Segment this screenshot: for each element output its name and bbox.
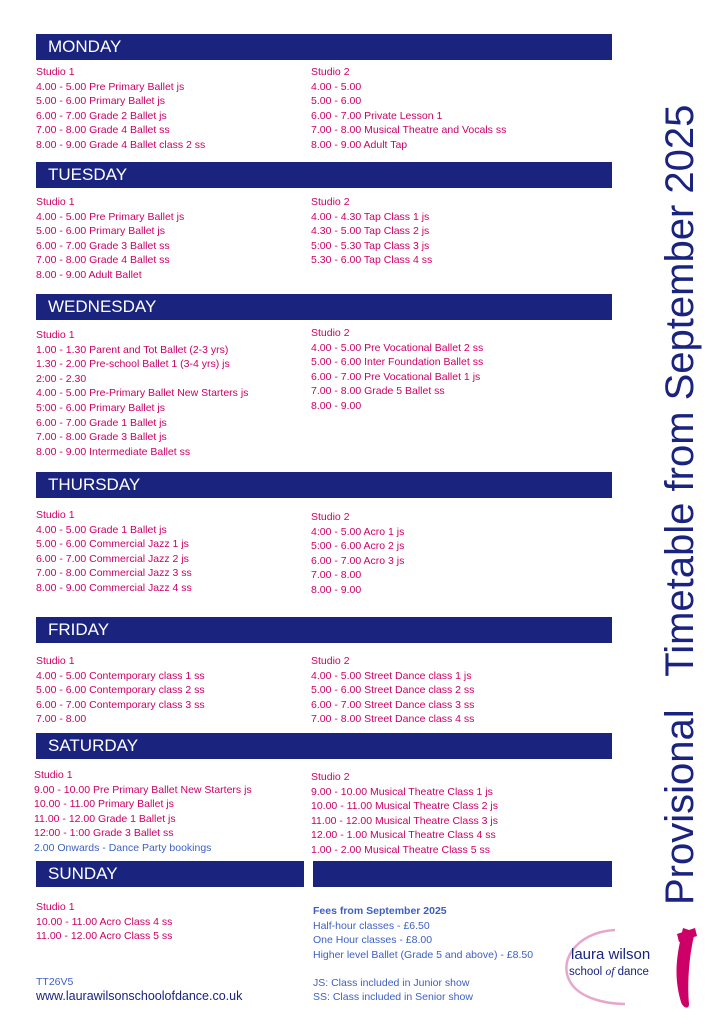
class-row: 5.00 - 6.00 Primary Ballet js	[36, 95, 165, 108]
key-ss: SS: Class included in Senior show	[313, 991, 473, 1003]
class-row: 7.00 - 8.00 Grade 4 Ballet ss	[36, 254, 170, 267]
class-row: 7.00 - 8.00 Grade 3 Ballet js	[36, 431, 167, 444]
class-row: 7.00 - 8.00 Street Dance class 4 ss	[311, 713, 475, 726]
class-row: 12.00 - 1.00 Musical Theatre Class 4 ss	[311, 829, 496, 842]
class-row: 4.00 - 5.00	[311, 80, 362, 93]
class-row: 1.30 - 2.00 Pre-school Ballet 1 (3-4 yrs) js	[36, 358, 230, 371]
day-label: WEDNESDAY	[48, 297, 157, 316]
monday-studio-1	[36, 65, 205, 153]
class-row: 9.00 - 10.00 Pre Primary Ballet New Starters js	[34, 783, 252, 796]
studio-label: Studio 1	[36, 901, 75, 913]
tuesday-studio-2	[311, 195, 432, 268]
studio-label: Studio 2	[311, 66, 350, 78]
logo-school: school	[569, 966, 606, 978]
studio-label: Studio 2	[311, 655, 350, 667]
class-row: 4.00 - 5.00 Pre Primary Ballet js	[36, 210, 185, 223]
friday-studio-2	[311, 654, 474, 727]
day-header-friday	[36, 617, 612, 643]
fee-line: One Hour classes - £8.00	[313, 934, 433, 947]
class-row: 5:00 - 5.30 Tap Class 3 js	[311, 239, 430, 252]
class-row: 8.00 - 9.00 Intermediate Ballet ss	[36, 445, 191, 458]
class-row: 11.00 - 12.00 Acro Class 5 ss	[36, 930, 173, 943]
class-row: 8.00 - 9.00 Adult Ballet	[36, 268, 142, 281]
vertical-title: Provisional Timetable from September 2025	[658, 104, 702, 905]
class-row: 5.00 - 6.00 Primary Ballet js	[36, 225, 165, 238]
class-row: 6.00 - 7.00 Contemporary class 3 ss	[36, 698, 205, 711]
studio-label: Studio 2	[311, 771, 350, 783]
class-row: 5.00 - 6.00 Commercial Jazz 1 js	[36, 538, 189, 551]
class-row: 4:00 - 5.00 Acro 1 js	[311, 525, 405, 538]
class-row: 6.00 - 7.00 Pre Vocational Ballet 1 js	[311, 370, 481, 383]
wednesday-studio-2	[311, 326, 483, 414]
class-row: 4.30 - 5.00 Tap Class 2 js	[311, 225, 430, 238]
class-row: 4.00 - 5.00 Street Dance class 1 js	[311, 669, 472, 682]
class-row: 8.00 - 9.00 Adult Tap	[311, 138, 408, 151]
day-header-saturday	[36, 733, 612, 759]
school-logo	[555, 924, 705, 1014]
day-header-sunday	[36, 861, 304, 887]
class-row: 6.00 - 7.00 Grade 3 Ballet ss	[36, 239, 170, 252]
class-row: 7.00 - 8.00	[36, 713, 87, 726]
fee-line: Higher level Ballet (Grade 5 and above) - £8.50	[313, 948, 534, 961]
class-row: 11.00 - 12.00 Grade 1 Ballet js	[34, 812, 176, 825]
class-row: 7.00 - 8.00 Commercial Jazz 3 ss	[36, 567, 192, 580]
dance-party-note: 2.00 Onwards - Dance Party bookings	[34, 841, 212, 854]
class-row: 1.00 - 2.00 Musical Theatre Class 5 ss	[311, 843, 490, 856]
class-row: 6.00 - 7.00 Commercial Jazz 2 js	[36, 552, 189, 565]
class-row: 4.00 - 5.00 Pre-Primary Ballet New Starters js	[36, 387, 249, 400]
class-row: 10.00 - 11.00 Musical Theatre Class 2 js	[311, 800, 498, 813]
sunday-studio-1	[36, 900, 172, 944]
fees-header-bar	[313, 861, 612, 887]
tuesday-studio-1	[36, 195, 184, 283]
day-header-thursday	[36, 472, 612, 498]
class-row: 7.00 - 8.00 Grade 4 Ballet ss	[36, 124, 170, 137]
class-row: 8.00 - 9.00 Grade 4 Ballet class 2 ss	[36, 138, 206, 151]
class-row: 6.00 - 7.00 Grade 2 Ballet js	[36, 109, 167, 122]
logo-name: laura wilson	[571, 946, 651, 963]
studio-label: Studio 2	[311, 511, 350, 523]
saturday-studio-2	[311, 770, 498, 858]
studio-label: Studio 1	[36, 196, 75, 208]
day-label: FRIDAY	[48, 620, 110, 639]
class-row: 6.00 - 7.00 Private Lesson 1	[311, 109, 443, 122]
day-label: SATURDAY	[48, 736, 139, 755]
saturday-studio-1	[34, 768, 252, 856]
class-row: 4.00 - 5.00 Grade 1 Ballet js	[36, 523, 167, 536]
class-row: 6.00 - 7.00 Street Dance class 3 ss	[311, 698, 475, 711]
class-row: 7.00 - 8.00 Grade 5 Ballet ss	[311, 385, 445, 398]
doc-code: TT26V5	[36, 976, 74, 988]
class-row: 7.00 - 8.00 Musical Theatre and Vocals ss	[311, 124, 507, 137]
logo-dance: dance	[614, 966, 649, 978]
studio-label: Studio 2	[311, 196, 350, 208]
class-row: 5.00 - 6.00	[311, 95, 362, 108]
class-row: 4.00 - 4.30 Tap Class 1 js	[311, 210, 430, 223]
class-row: 1.00 - 1.30 Parent and Tot Ballet (2-3 yrs)	[36, 343, 229, 356]
class-row: 5.00 - 6.00 Inter Foundation Ballet ss	[311, 356, 484, 369]
class-row: 8.00 - 9.00 Commercial Jazz 4 ss	[36, 581, 192, 594]
day-label: SUNDAY	[48, 864, 118, 883]
studio-label: Studio 1	[36, 509, 75, 521]
logo-of: of	[605, 966, 615, 978]
class-row: 12:00 - 1:00 Grade 3 Ballet ss	[34, 827, 174, 840]
studio-label: Studio 1	[36, 655, 75, 667]
fee-line: Half-hour classes - £6.50	[313, 919, 430, 932]
class-row: 5:00 - 6.00 Primary Ballet js	[36, 401, 165, 414]
key-js: JS: Class included in Junior show	[313, 977, 470, 989]
wednesday-studio-1	[36, 328, 248, 459]
logo-subline	[569, 966, 649, 978]
studio-label: Studio 1	[34, 769, 73, 781]
class-row: 4.00 - 5.00 Contemporary class 1 ss	[36, 669, 205, 682]
class-row: 8.00 - 9.00	[311, 399, 362, 412]
class-row: 11.00 - 12.00 Musical Theatre Class 3 js	[311, 814, 498, 827]
class-row: 4.00 - 5.00 Pre Vocational Ballet 2 ss	[311, 341, 484, 354]
day-label: MONDAY	[48, 37, 122, 56]
day-header-monday	[36, 34, 612, 60]
thursday-studio-1	[36, 508, 192, 596]
day-label: THURSDAY	[48, 475, 141, 494]
class-row: 6.00 - 7.00 Grade 1 Ballet js	[36, 416, 167, 429]
day-header-tuesday	[36, 162, 612, 188]
monday-studio-2	[311, 65, 506, 153]
fees-block	[313, 904, 533, 962]
fees-heading: Fees from September 2025	[313, 905, 447, 917]
website-link[interactable]: www.laurawilsonschoolofdance.co.uk	[36, 989, 243, 1003]
class-row: 5.00 - 6.00 Street Dance class 2 ss	[311, 684, 475, 697]
studio-label: Studio 2	[311, 327, 350, 339]
class-row: 5.30 - 6.00 Tap Class 4 ss	[311, 254, 433, 267]
thursday-studio-2	[311, 510, 404, 598]
class-row: 4.00 - 5.00 Pre Primary Ballet js	[36, 80, 185, 93]
class-row: 5:00 - 6.00 Acro 2 js	[311, 540, 405, 553]
class-row: 10.00 - 11.00 Acro Class 4 ss	[36, 915, 173, 928]
class-row: 8.00 - 9.00	[311, 583, 362, 596]
studio-label: Studio 1	[36, 66, 75, 78]
studio-label: Studio 1	[36, 329, 75, 341]
class-row: 2:00 - 2.30	[36, 372, 87, 385]
friday-studio-1	[36, 654, 205, 727]
class-row: 9.00 - 10.00 Musical Theatre Class 1 js	[311, 785, 493, 798]
class-row: 10.00 - 11.00 Primary Ballet js	[34, 798, 174, 811]
class-row: 7.00 - 8.00	[311, 569, 362, 582]
day-header-wednesday	[36, 294, 612, 320]
day-label: TUESDAY	[48, 165, 128, 184]
class-row: 6.00 - 7.00 Acro 3 js	[311, 554, 405, 567]
class-row: 5.00 - 6.00 Contemporary class 2 ss	[36, 684, 205, 697]
